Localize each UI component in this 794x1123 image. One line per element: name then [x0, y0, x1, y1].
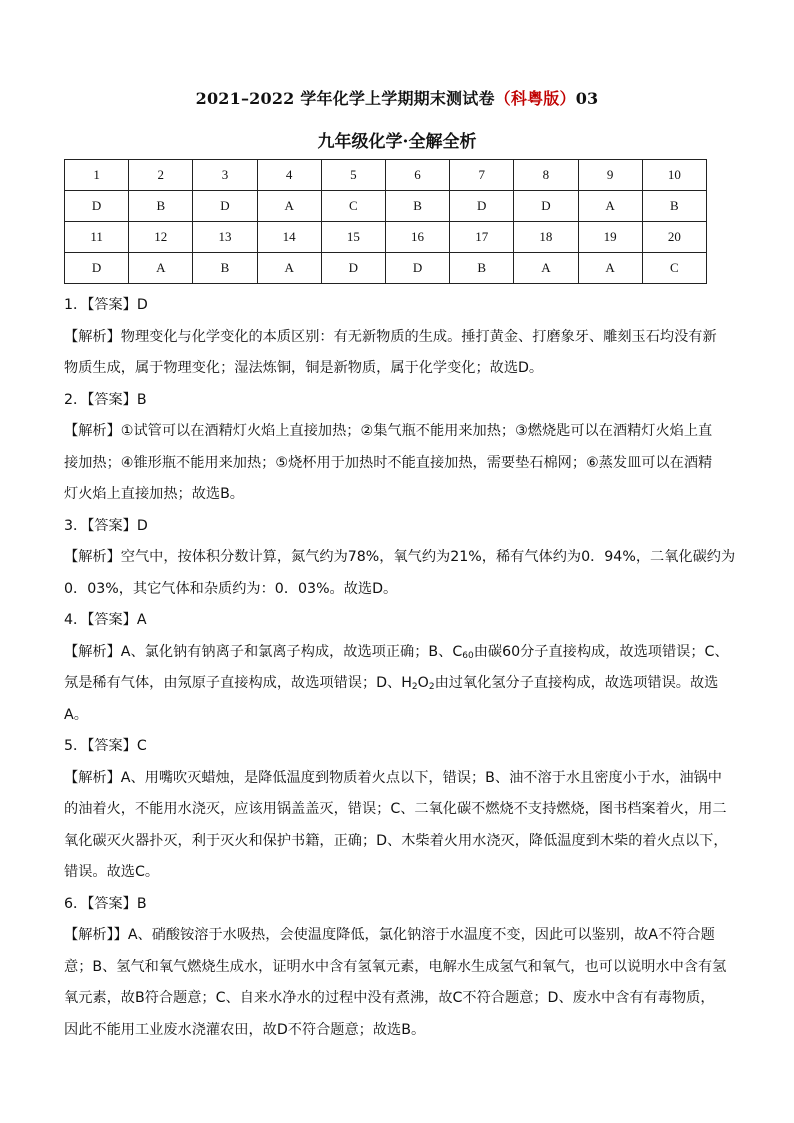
- explanation-line: 因此不能用工业废水浇灌农田，故D不符合题意；故选B。: [64, 1021, 426, 1038]
- table-cell: 2: [129, 160, 193, 191]
- table-cell: B: [642, 191, 706, 222]
- table-cell: 8: [514, 160, 578, 191]
- document-title: [0, 86, 794, 109]
- table-cell: 14: [257, 222, 321, 253]
- text-run: 【解析】A、氯化钠有钠离子和氯离子构成，故选项正确；B、C: [64, 643, 463, 660]
- table-cell: A: [578, 191, 642, 222]
- table-cell: 5: [321, 160, 385, 191]
- table-cell: B: [193, 253, 257, 284]
- explanation-line: 的油着火，不能用水浇灭，应该用锅盖盖灭，错误；C、二氧化碳不燃烧不支持燃烧，图书档案着火，用二: [64, 801, 727, 817]
- table-cell: 4: [257, 160, 321, 191]
- explanation-line: 意；B、氢气和氧气燃烧生成水，证明水中含有氢氧元素，电解水生成氢气和氧气，也可以说明水中含有氢: [64, 958, 727, 975]
- table-cell: 19: [578, 222, 642, 253]
- table-cell: 9: [578, 160, 642, 191]
- explanation-line: 氧化碳灭火器扑灭，利于灭火和保护书籍，正确；D、木柴着火用水浇灭，降低温度到木柴的着火点以下，: [64, 832, 728, 849]
- explanation-line: 【解析】】A、硝酸铵溶于水吸热，会使温度降低，氯化钠溶于水温度不变，因此可以鉴别，故A不符合题: [64, 927, 715, 943]
- table-cell: 12: [129, 222, 193, 253]
- table-cell: 3: [193, 160, 257, 191]
- table-row: [65, 222, 707, 253]
- table-cell: B: [129, 191, 193, 222]
- table-cell: D: [321, 253, 385, 284]
- explanation-line: [64, 668, 724, 700]
- explanation-line: 【解析】物理变化与化学变化的本质区别：有无新物质的生成。捶打黄金、打磨象牙、雕刻玉石均没有新: [64, 328, 717, 345]
- table-row: [65, 253, 707, 284]
- table-cell: D: [450, 191, 514, 222]
- text-run: 由碳60分子直接构成，故选项错误；C、: [473, 643, 729, 660]
- answer-line-q2: 2．【答案】B: [64, 391, 147, 408]
- table-cell: D: [514, 191, 578, 222]
- answer-line-q6: 6．【答案】B: [64, 895, 147, 912]
- subscript: 2: [428, 682, 435, 692]
- table-cell: 7: [450, 160, 514, 191]
- explanation-line: 【解析】空气中，按体积分数计算，氮气约为78%，氧气约为21%，稀有气体约为0．94%，二氧化碳约为: [64, 549, 736, 565]
- title-prefix: 2021–2022 学年化学上学期期末测试卷: [195, 89, 495, 108]
- table-cell: 16: [385, 222, 449, 253]
- explanation-line: 氧元素，故B符合题意；C、自来水净水的过程中没有煮沸，故C不符合题意；D、废水中含有有毒物质，: [64, 990, 715, 1006]
- table-cell: A: [129, 253, 193, 284]
- subscript: 2: [411, 682, 418, 692]
- explanation-line: A。: [64, 706, 88, 723]
- table-cell: A: [514, 253, 578, 284]
- title-edition: （科粤版）: [494, 89, 576, 108]
- table-cell: C: [321, 191, 385, 222]
- answer-line-q3: 3．【答案】D: [64, 517, 148, 534]
- table-cell: D: [65, 191, 129, 222]
- explanation-line: 灯火焰上直接加热；故选B。: [64, 486, 244, 502]
- table-cell: 1: [65, 160, 129, 191]
- title-number: 03: [575, 89, 599, 108]
- table-cell: 6: [385, 160, 449, 191]
- explanation-line: 物质生成，属于物理变化；湿法炼铜，铜是新物质，属于化学变化；故选D。: [64, 360, 544, 376]
- table-cell: C: [642, 253, 706, 284]
- text-run: O: [417, 675, 429, 691]
- table-row: [65, 191, 707, 222]
- subscript: 60: [462, 650, 474, 661]
- table-cell: 10: [642, 160, 706, 191]
- answer-line-q1: 1．【答案】D: [64, 297, 148, 313]
- explanation-line: 0．03%，其它气体和杂质约为：0．03%。故选D。: [64, 580, 398, 597]
- table-cell: A: [578, 253, 642, 284]
- table-cell: D: [385, 253, 449, 284]
- table-cell: A: [257, 191, 321, 222]
- document-subtitle: 九年级化学·全解全析: [317, 132, 477, 152]
- text-run: 氖是稀有气体，由氖原子直接构成，故选项错误；D、H: [64, 675, 412, 691]
- table-cell: D: [65, 253, 129, 284]
- table-cell: D: [193, 191, 257, 222]
- table-cell: A: [257, 253, 321, 284]
- table-cell: 13: [193, 222, 257, 253]
- explanation-line: 【解析】A、用嘴吹灭蜡烛，是降低温度到物质着火点以下，错误；B、油不溶于水且密度小于水，油锅中: [64, 769, 722, 786]
- answer-line-q4: 4．【答案】A: [64, 612, 147, 628]
- table-cell: 17: [450, 222, 514, 253]
- answer-line-q5: 5．【答案】C: [64, 738, 147, 754]
- text-run: 由过氧化氢分子直接构成，故选项错误。故选: [434, 675, 719, 691]
- explanation-line: [64, 637, 729, 669]
- table-cell: 15: [321, 222, 385, 253]
- explanation-line: 接加热；④锥形瓶不能用来加热；⑤烧杯用于加热时不能直接加热，需要垫石棉网；⑥蒸发皿可以在酒精: [64, 454, 713, 471]
- explanation-line: 错误。故选C。: [64, 864, 160, 880]
- table-cell: B: [450, 253, 514, 284]
- answer-key-table: [64, 159, 707, 284]
- table-cell: 11: [65, 222, 129, 253]
- table-cell: 20: [642, 222, 706, 253]
- table-cell: 18: [514, 222, 578, 253]
- solutions-body: [64, 290, 736, 1046]
- table-row: [65, 160, 707, 191]
- table-cell: B: [385, 191, 449, 222]
- explanation-line: 【解析】①试管可以在酒精灯火焰上直接加热；②集气瓶不能用来加热；③燃烧匙可以在酒精灯火焰上直: [64, 423, 713, 439]
